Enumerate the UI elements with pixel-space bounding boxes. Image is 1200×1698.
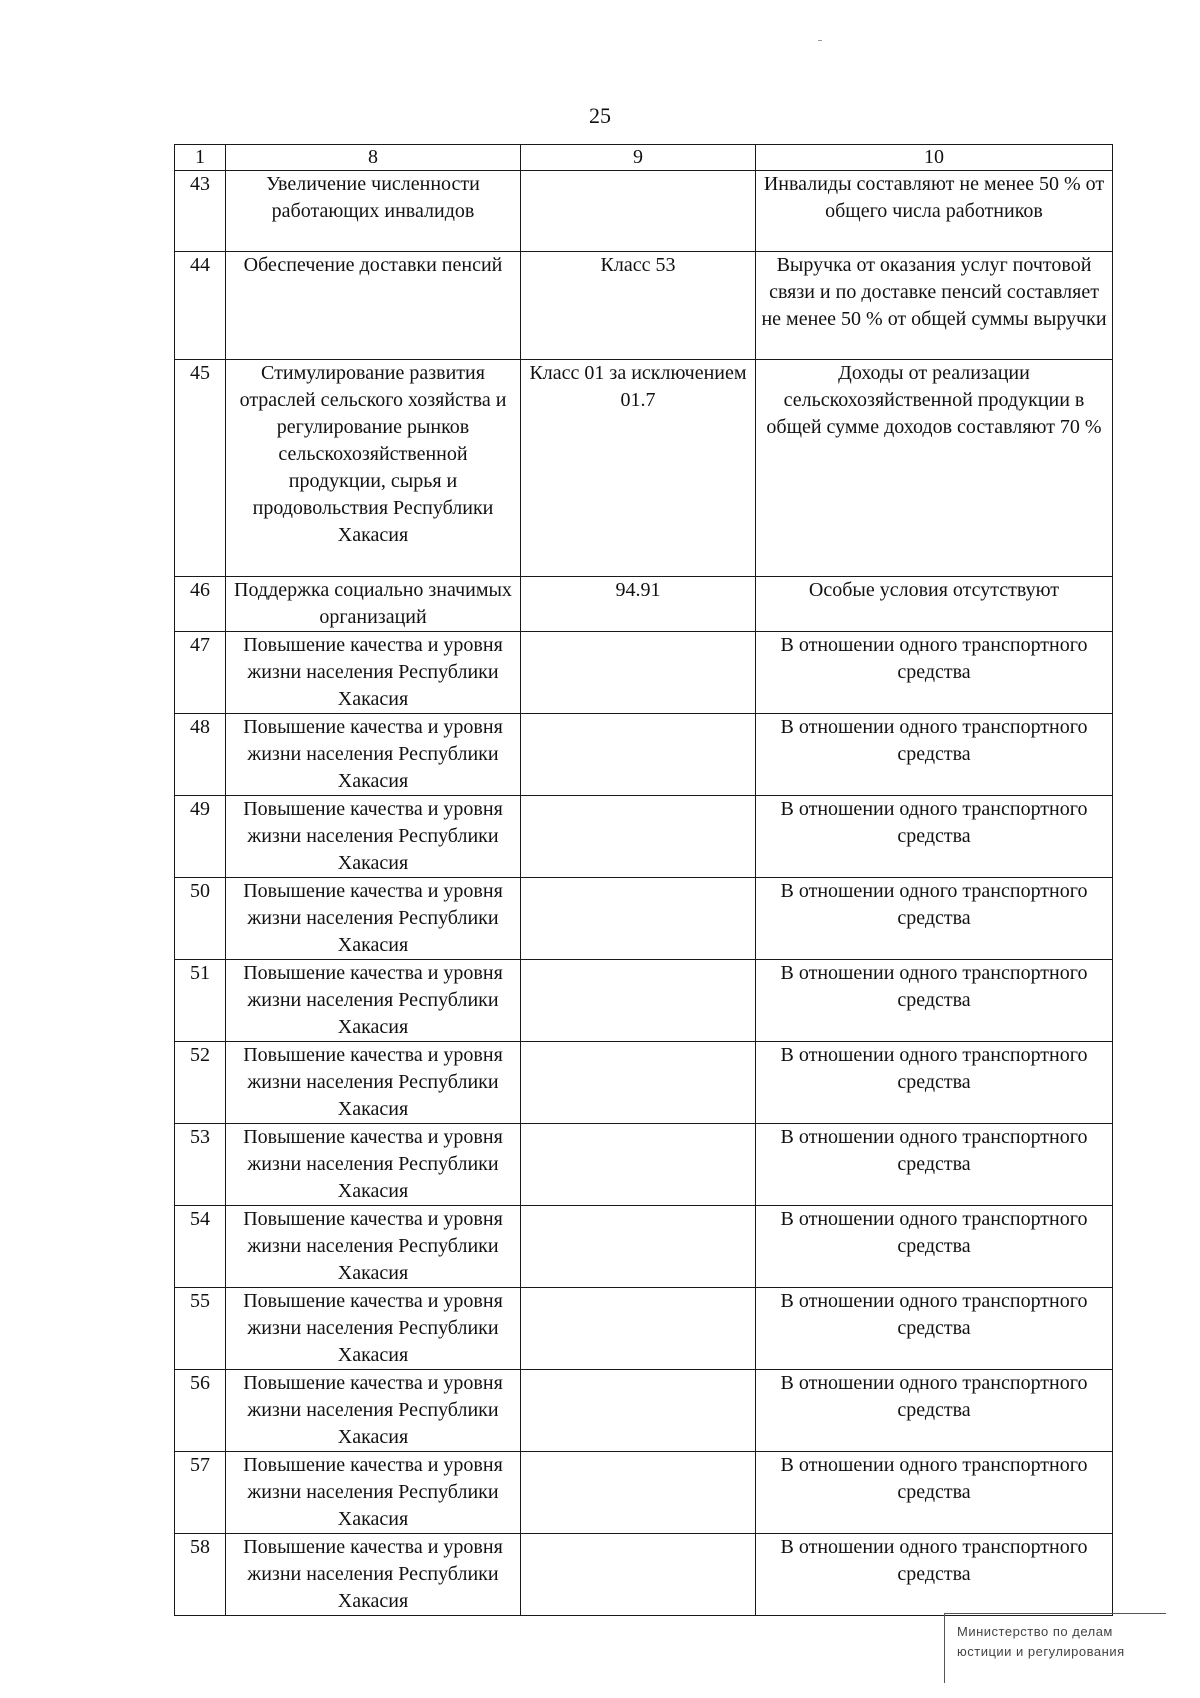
code-cell: [521, 1452, 756, 1534]
code-cell: [521, 1042, 756, 1124]
code-cell: [521, 632, 756, 714]
condition-cell: Доходы от реализации сельскохозяйственной продукции в общей сумме доходов составляют 70 %: [756, 360, 1113, 577]
condition-cell: Особые условия отсутствуют: [756, 577, 1113, 632]
header-cell-8: 8: [226, 145, 521, 171]
code-cell: [521, 960, 756, 1042]
table-row: [175, 714, 1113, 796]
page-number: 25: [589, 103, 611, 128]
purpose-cell: Повышение качества и уровня жизни населения Республики Хакасия: [226, 1288, 521, 1370]
condition-cell: В отношении одного транспортного средства: [756, 878, 1113, 960]
purpose-cell: Повышение качества и уровня жизни населения Республики Хакасия: [226, 796, 521, 878]
purpose-cell: Повышение качества и уровня жизни населения Республики Хакасия: [226, 714, 521, 796]
code-cell: 94.91: [521, 577, 756, 632]
condition-cell: В отношении одного транспортного средства: [756, 1534, 1113, 1616]
purpose-cell: Поддержка социально значимых организаций: [226, 577, 521, 632]
table-row: [175, 1288, 1113, 1370]
row-number: 52: [175, 1042, 226, 1124]
code-cell: [521, 878, 756, 960]
table-header-row: [175, 145, 1113, 171]
row-number: 46: [175, 577, 226, 632]
code-cell: [521, 796, 756, 878]
stamp-line-2: юстиции и регулирования: [957, 1644, 1125, 1659]
row-number: 55: [175, 1288, 226, 1370]
row-number: 56: [175, 1370, 226, 1452]
table-row: [175, 1042, 1113, 1124]
purpose-cell: Увеличение численности работающих инвалидов: [226, 171, 521, 252]
header-cell-10: 10: [756, 145, 1113, 171]
condition-cell: В отношении одного транспортного средства: [756, 796, 1113, 878]
purpose-cell: Повышение качества и уровня жизни населения Республики Хакасия: [226, 1370, 521, 1452]
row-number: 48: [175, 714, 226, 796]
purpose-cell: Повышение качества и уровня жизни населения Республики Хакасия: [226, 960, 521, 1042]
table-row: [175, 632, 1113, 714]
row-number: 57: [175, 1452, 226, 1534]
table-row: [175, 1124, 1113, 1206]
regulation-table: [174, 144, 1113, 1616]
table-row: [175, 1370, 1113, 1452]
table-row: [175, 1206, 1113, 1288]
table-row: [175, 360, 1113, 577]
row-number: 47: [175, 632, 226, 714]
condition-cell: В отношении одного транспортного средства: [756, 632, 1113, 714]
condition-cell: В отношении одного транспортного средства: [756, 960, 1113, 1042]
registration-stamp: [944, 1613, 1166, 1683]
table-row: [175, 960, 1113, 1042]
table-row: [175, 796, 1113, 878]
purpose-cell: Повышение качества и уровня жизни населения Республики Хакасия: [226, 1206, 521, 1288]
purpose-cell: Повышение качества и уровня жизни населения Республики Хакасия: [226, 878, 521, 960]
condition-cell: В отношении одного транспортного средства: [756, 1370, 1113, 1452]
row-number: 49: [175, 796, 226, 878]
row-number: 50: [175, 878, 226, 960]
row-number: 53: [175, 1124, 226, 1206]
table-row: [175, 577, 1113, 632]
stamp-line-1: Министерство по делам: [957, 1624, 1113, 1639]
row-number: 58: [175, 1534, 226, 1616]
purpose-cell: Стимулирование развития отраслей сельского хозяйства и регулирование рынков сельскохозяйственной продукции, сырья и продовольствия Республики Хакасия: [226, 360, 521, 577]
header-cell-1: 1: [175, 145, 226, 171]
scan-speck: [818, 40, 822, 41]
header-cell-9: 9: [521, 145, 756, 171]
condition-cell: В отношении одного транспортного средства: [756, 1288, 1113, 1370]
condition-cell: В отношении одного транспортного средства: [756, 1042, 1113, 1124]
condition-cell: В отношении одного транспортного средства: [756, 714, 1113, 796]
table-row: [175, 1452, 1113, 1534]
condition-cell: Инвалиды составляют не менее 50 % от общего числа работников: [756, 171, 1113, 252]
row-number: 43: [175, 171, 226, 252]
condition-cell: В отношении одного транспортного средства: [756, 1452, 1113, 1534]
row-number: 54: [175, 1206, 226, 1288]
purpose-cell: Повышение качества и уровня жизни населения Республики Хакасия: [226, 632, 521, 714]
condition-cell: Выручка от оказания услуг почтовой связи и по доставке пенсий составляет не менее 50 % от общей суммы выручки: [756, 252, 1113, 360]
table-row: [175, 252, 1113, 360]
code-cell: [521, 1288, 756, 1370]
purpose-cell: Повышение качества и уровня жизни населения Республики Хакасия: [226, 1452, 521, 1534]
code-cell: [521, 1124, 756, 1206]
purpose-cell: Повышение качества и уровня жизни населения Республики Хакасия: [226, 1124, 521, 1206]
row-number: 44: [175, 252, 226, 360]
code-cell: [521, 1370, 756, 1452]
condition-cell: В отношении одного транспортного средства: [756, 1124, 1113, 1206]
purpose-cell: Повышение качества и уровня жизни населения Республики Хакасия: [226, 1534, 521, 1616]
code-cell: [521, 1206, 756, 1288]
row-number: 45: [175, 360, 226, 577]
purpose-cell: Обеспечение доставки пенсий: [226, 252, 521, 360]
code-cell: [521, 1534, 756, 1616]
purpose-cell: Повышение качества и уровня жизни населения Республики Хакасия: [226, 1042, 521, 1124]
row-number: 51: [175, 960, 226, 1042]
table-row: [175, 171, 1113, 252]
condition-cell: В отношении одного транспортного средства: [756, 1206, 1113, 1288]
code-cell: Класс 01 за исключением 01.7: [521, 360, 756, 577]
code-cell: [521, 171, 756, 252]
table-row: [175, 1534, 1113, 1616]
code-cell: [521, 714, 756, 796]
code-cell: Класс 53: [521, 252, 756, 360]
table-row: [175, 878, 1113, 960]
